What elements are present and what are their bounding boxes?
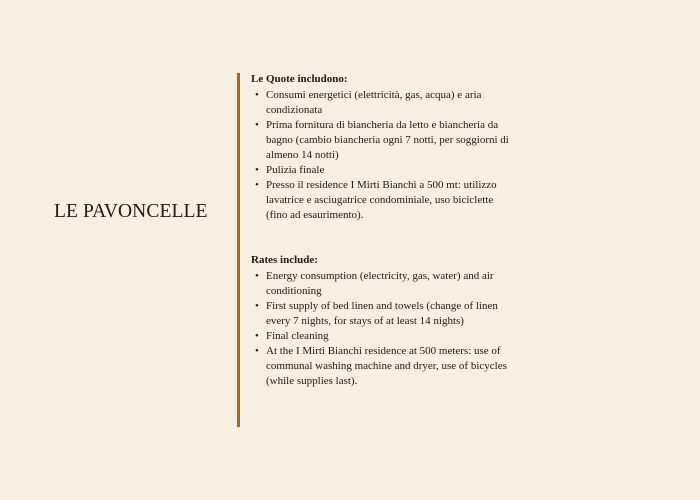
bullet-icon: • xyxy=(255,300,259,312)
list-item xyxy=(251,269,511,299)
bullet-icon: • xyxy=(255,119,259,131)
list-item-text: Prima fornitura di biancheria da letto e biancheria da bagno (cambio biancheria ogni 7 notti, per soggiorni di almeno 14 notti) xyxy=(266,119,509,161)
italian-list xyxy=(251,88,511,223)
list-item-text: Presso il residence I Mirti Bianchi a 500 mt: utilizzo lavatrice e asciugatrice condominiale, uso biciclette (fino ad esaurimento). xyxy=(266,179,497,221)
english-heading: Rates include: xyxy=(251,254,318,266)
list-item xyxy=(251,178,511,223)
bullet-icon: • xyxy=(255,345,259,357)
bullet-icon: • xyxy=(255,330,259,342)
list-item xyxy=(251,163,511,178)
list-item xyxy=(251,88,511,118)
bullet-icon: • xyxy=(255,179,259,191)
list-item-text: Pulizia finale xyxy=(266,164,325,176)
list-item-text: Final cleaning xyxy=(266,330,329,342)
italian-heading: Le Quote includono: xyxy=(251,73,348,85)
vertical-divider xyxy=(237,73,240,427)
rates-content xyxy=(251,72,511,389)
bullet-icon: • xyxy=(255,89,259,101)
page-title: LE PAVONCELLE xyxy=(54,201,208,222)
italian-section xyxy=(251,72,511,223)
list-item-text: Consumi energetici (elettricità, gas, acqua) e aria condizionata xyxy=(266,89,482,116)
list-item xyxy=(251,329,511,344)
list-item-text: First supply of bed linen and towels (change of linen every 7 nights, for stays of at least 14 nights) xyxy=(266,300,498,327)
list-item xyxy=(251,344,511,389)
list-item xyxy=(251,299,511,329)
list-item-text: At the I Mirti Bianchi residence at 500 meters: use of communal washing machine and dryer, use of bicycles (while supplies last). xyxy=(266,345,507,387)
list-item-text: Energy consumption (electricity, gas, water) and air conditioning xyxy=(266,270,494,297)
bullet-icon: • xyxy=(255,270,259,282)
english-list xyxy=(251,269,511,389)
english-section xyxy=(251,253,511,389)
bullet-icon: • xyxy=(255,164,259,176)
list-item xyxy=(251,118,511,163)
